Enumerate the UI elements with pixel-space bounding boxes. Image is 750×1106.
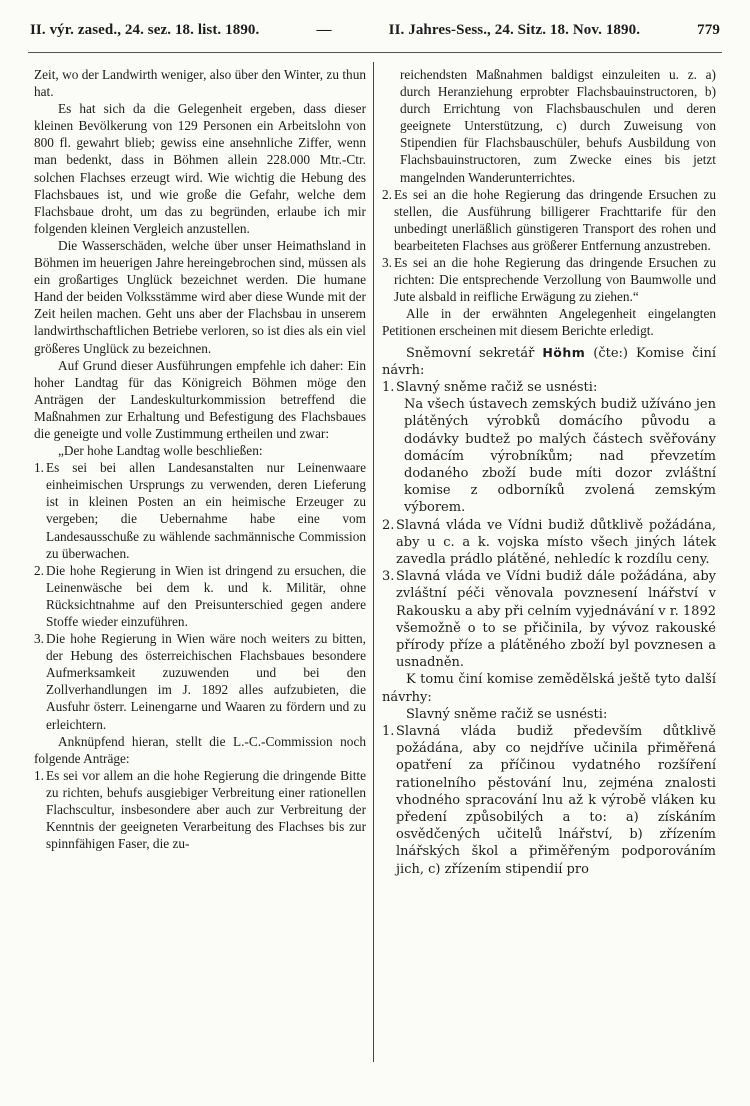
right-column xyxy=(382,66,716,878)
paragraph-continuation: reichendsten Maßnahmen baldigst einzuleiten u. z. a) durch Heranziehung erprobter Flachsbauinstructoren, b) durch Errichtung von Flachsbauschulen und deren geeignete Unterstützung, c) durch Zuweisung von Stipendien für Flachsbauschüler, behufs Ausbildung von Flachsbauinstructoren, zum Zwecke eines bis jetzt mangelnden Wanderunterrichtes. xyxy=(400,67,716,185)
motion-item xyxy=(382,723,716,878)
item-number: 3. xyxy=(34,631,44,647)
item-text: Slavná vláda ve Vídni budiž důtklivě požádána, aby u c. a k. vojska místo všech jiných látek zavedla prádlo plátěné, nehledíc k rozdílu ceny. xyxy=(396,517,716,567)
closing-paragraph: Alle in der erwähnten Angelegenheit eingelangten Petitionen erscheinen mit diesem Berichte erledigt. xyxy=(382,306,716,339)
item-number: 1. xyxy=(34,767,44,783)
item-text: Slavná vláda ve Vídni budiž dále požádána, aby zvláštní péči věnovala povznesení lnářství v Rakousku a aby při celním vyjednávání v r. 1892 všemožně o to se přičinila, by vývoz rakouské přírody příze a plátěného zboží byl povznesen a usnadněn. xyxy=(396,569,716,671)
item-text: Slavná vláda budiž především důtklivě požádána, aby co nejdříve učinila přiměřená opatření za příčinou vydatného rozšíření rationelního pěstování lnu, zejména znalosti vhodného spracování lnu až k výrobě vláken ku předení způsobilých a to: a) získáním osvědčených učitelů lnářství, b) zřízením lnářských škol a přiměřeným podporováním jich, c) zřízením stipendií pro xyxy=(396,723,716,877)
item-number: 1. xyxy=(382,723,395,739)
motion-item xyxy=(382,254,716,305)
item-number: 2. xyxy=(382,186,392,202)
item-text: Es sei an die hohe Regierung das dringende Ersuchen zu richten: Die entsprechende Verzollung von Baumwolle und Jute alsbald in reifliche Erwägung zu ziehen.“ xyxy=(394,255,716,305)
item-number: 2. xyxy=(382,517,395,533)
header-dash: — xyxy=(316,22,332,38)
speaker-intro-rest: (čte:) Komise činí návrh: xyxy=(382,345,716,378)
paragraph: Anknüpfend hieran, stellt die L.-C.-Commission noch folgende Anträge: xyxy=(34,733,366,766)
czech-section xyxy=(382,344,716,878)
motion-item xyxy=(382,186,716,254)
motion-item xyxy=(382,379,716,396)
motion-intro: „Der hohe Landtag wolle beschließen: xyxy=(58,443,263,459)
item-number: 2. xyxy=(34,562,44,578)
paragraph: Die Wasserschäden, welche über unser Heimathsland in Böhmen im heuerigen Jahre hereingebrochen sind, müssen als ein großartiges Unglück bezeichnet werden. Die humane Hand der beiden Volksstämme wird aber diese Wunde mit der Zeit heilen machen. Geht uns aber der Flachsbau in unserem landwirthschaftlichen Betriebe verloren, so ist dies als ein viel größeres Unglück zu bezeichnen. xyxy=(34,237,366,356)
paragraph: Zeit, wo der Landwirth weniger, also über den Winter, zu thun hat. xyxy=(34,67,366,100)
paragraph: Es hat sich da die Gelegenheit ergeben, dass dieser kleinen Bevölkerung von 129 Personen ein Arbeitslohn von 800 fl. gewahrt blieb; gewiss eine ansehnliche Ziffer, wenn man bedenkt, dass in Böhmen allein 228.000 Mtr.-Ctr. solchen Flachses erzeugt wird. Wie wichtig die Hebung des Flachsbaues ist, und wie große die Gefahr, welche dem Flachsbaue droht, um das zu begründen, erlaube ich mir folgenden kleinen Vergleich anzustellen. xyxy=(34,101,366,236)
item-text: Es sei an die hohe Regierung das dringende Ersuchen zu stellen, die Ausführung billigerer Frachttarife für den unbedingt unerläßlich günstigeren Transport des rohen und bearbeiteten Flachses aus größerer Entfernung anzustreben. xyxy=(394,186,716,253)
header-czech: II. výr. zased., 24. sez. 18. list. 1890. xyxy=(30,22,260,38)
item-number: 3. xyxy=(382,255,392,271)
item-text: Die hohe Regierung in Wien wäre noch weiters zu bitten, der Hebung des österreichischen Flachsbaues besondere Aufmerksamkeit zuzuwenden und bei den Zollverhandlungen im J. 1892 alles aufzubieten, die Ausfuhr österr. Leinengarne und Waaren zu fördern und zu erleichtern. xyxy=(46,631,366,732)
header-rule xyxy=(28,52,722,53)
item-text: Es sei vor allem an die hohe Regierung die dringende Bitte zu richten, behufs ausgiebiger Verbreitung einer rationellen Flachscultur, insbesondere aber auch zur Verbreitung der Kenntnis der geeigneten Verarbeitung des Flachses bis zur spinnfähigen Faser, die zu- xyxy=(46,767,366,852)
motion-item xyxy=(34,767,366,852)
item-text: Die hohe Regierung in Wien ist dringend zu ersuchen, die Leinenwäsche bei dem k. und k. Militär, ohne Rücksichtnahme auf den Preisunterschied gegen andere Stoffe wieder einzuführen. xyxy=(46,562,366,629)
item-number: 1. xyxy=(382,379,395,395)
motion-item xyxy=(382,568,716,671)
paragraph: Auf Grund dieser Ausführungen empfehle ich daher: Ein hoher Landtag für das Königreich Böhmen möge den Anträgen der Landeskulturkommission betreffend die Maßnahmen zur Erhaltung und Befestigung des Flachsbaues die geneigte und volle Zustimmung ertheilen und zwar: xyxy=(34,357,366,441)
motion-body: Na všech ústavech zemských budiž užíváno jen plátěných výrobků domácího původu a dodávky budtež po malých částech svěřovány domácím výrobníkům; nad převzetím dodaného zboží bude míti dozor zvláštní komise z odborníků zvolená zemským výborem. xyxy=(404,397,716,516)
motion-item xyxy=(382,517,716,569)
item-text: Slavný sněme račiž se usnésti: xyxy=(396,379,598,395)
czech-intro xyxy=(382,344,716,379)
item-number: 1. xyxy=(34,460,44,476)
motion-intro: Slavný sněme račiž se usnésti: xyxy=(406,706,608,722)
column-divider xyxy=(373,62,374,1062)
motion-item xyxy=(34,562,366,630)
page-number: 779 xyxy=(697,22,720,38)
item-text: Es sei bei allen Landesanstalten nur Leinenwaare einheimischen Ursprungs zu verwenden, deren Lieferung ist in kleinen Posten an ein heimische Erzeuger zu vergeben; die Uebernahme habe eine vom Landesausschuße zu wählende sachmännische Commission zu überwachen. xyxy=(46,460,366,561)
speaker-role: Sněmovní sekretář xyxy=(406,345,535,361)
left-column-german xyxy=(34,66,366,852)
motion-item xyxy=(34,630,366,733)
paragraph: K tomu činí komise zemědělská ještě tyto další návrhy: xyxy=(382,672,716,705)
motion-item xyxy=(34,459,366,562)
item-number: 3. xyxy=(382,569,395,585)
speaker-name: Höhm xyxy=(542,344,586,360)
header-german: II. Jahres-Sess., 24. Sitz. 18. Nov. 1890. xyxy=(388,22,641,38)
page-header xyxy=(30,22,720,39)
